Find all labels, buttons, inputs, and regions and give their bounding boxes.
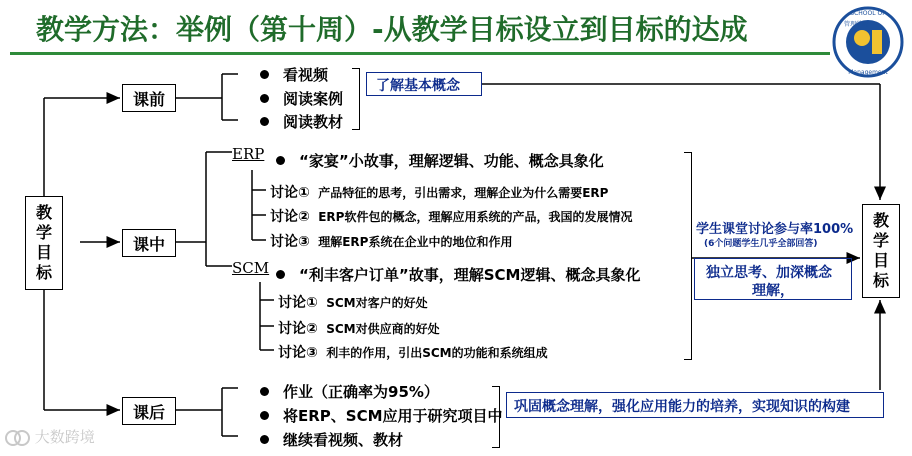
during-rate: 学生课堂讨论参与率100% [696, 222, 854, 237]
logo-cn-text: 管理学院 [844, 21, 869, 28]
during-bracket [684, 152, 692, 360]
school-logo-icon [832, 6, 904, 78]
after-note: 巩固概念理解，强化应用能力的培养，实现知识的构建 [514, 399, 850, 415]
goal-left-char: 教 [35, 203, 52, 222]
after-item: 继续看视频、教材 [260, 429, 403, 450]
after-bracket [492, 386, 500, 448]
bullet-icon [260, 94, 269, 103]
during-rate-sub: (6个问题学生几乎全部回答) [704, 239, 818, 249]
goal-left-char: 目 [35, 243, 52, 262]
goal-right-char: 标 [872, 271, 889, 290]
bullet-icon [260, 117, 269, 126]
stage-during-box: 课中 [122, 229, 176, 257]
scm-discussion: 讨论③ 利丰的作用，引出SCM的功能和系统组成 [278, 345, 548, 361]
scm-label: SCM [232, 259, 270, 277]
during-effect-line1: 独立思考、加深概念 [706, 265, 832, 281]
title-divider [10, 52, 830, 55]
erp-discussion: 讨论③ 理解ERP系统在企业中的地位和作用 [270, 234, 513, 250]
goal-right-char: 学 [872, 231, 889, 250]
watermark-text: 大数跨境 [34, 428, 95, 446]
bullet-icon [260, 411, 269, 420]
goal-right-char: 教 [872, 211, 889, 230]
during-effect-line2: 理解， [752, 283, 794, 299]
bullet-icon [276, 270, 285, 279]
scm-discussion: 讨论② SCM对供应商的好处 [278, 321, 440, 337]
scm-discussion: 讨论① SCM对客户的好处 [278, 295, 428, 311]
goal-box-left [25, 196, 63, 290]
before-item: 阅读教材 [260, 111, 343, 132]
before-bracket [352, 68, 360, 130]
logo-top-text: SCHOOL OF [850, 10, 886, 17]
before-item: 看视频 [260, 64, 328, 85]
before-note: 了解基本概念 [376, 78, 460, 94]
goal-left-char: 标 [35, 263, 52, 282]
logo-bottom-text: Management [848, 69, 888, 76]
bullet-icon [276, 156, 285, 165]
scm-headline: “利丰客户订单”故事，理解SCM逻辑、概念具象化 [276, 264, 640, 285]
bullet-icon [260, 70, 269, 79]
stage-before-box: 课前 [122, 84, 176, 112]
goal-left-char: 学 [35, 223, 52, 242]
bullet-icon [260, 435, 269, 444]
erp-headline: “家宴”小故事，理解逻辑、功能、概念具象化 [276, 150, 604, 171]
after-item: 将ERP、SCM应用于研究项目中 [260, 405, 503, 426]
after-item: 作业（正确率为95%） [260, 381, 439, 402]
goal-box-right [862, 204, 900, 298]
before-item: 阅读案例 [260, 88, 343, 109]
watermark-icon [4, 429, 30, 447]
erp-label: ERP [232, 145, 265, 163]
stage-after-box: 课后 [122, 397, 176, 425]
watermark [4, 426, 95, 447]
goal-right-char: 目 [872, 251, 889, 270]
bullet-icon [260, 387, 269, 396]
erp-discussion: 讨论② ERP软件包的概念，理解应用系统的产品，我国的发展情况 [270, 209, 633, 225]
page-title: 教学方法：举例（第十周）-从教学目标设立到目标的达成 [36, 13, 748, 46]
erp-discussion: 讨论① 产品特征的思考，引出需求，理解企业为什么需要ERP [270, 185, 609, 201]
